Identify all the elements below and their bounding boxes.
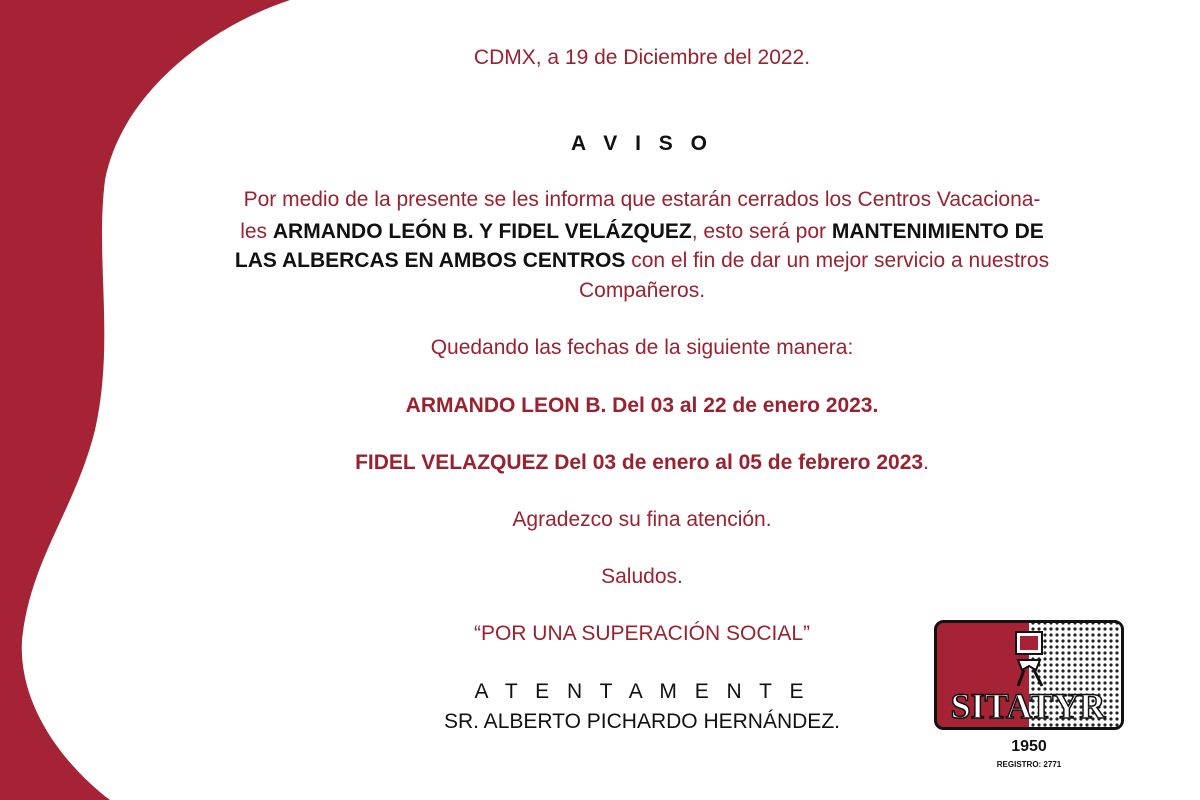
logo-year: 1950	[1011, 738, 1047, 755]
notice-title: A V I S O	[571, 132, 713, 155]
motto-text: “POR UNA SUPERACIÓN SOCIAL”	[473, 622, 811, 645]
paragraph-line-4: Compañeros.	[578, 279, 706, 302]
maintenance-reason-2: LAS ALBERCAS EN AMBOS CENTROS	[234, 249, 626, 272]
maintenance-reason-1: MANTENIMIENTO DE	[831, 220, 1044, 243]
signer-name: SR. ALBERTO PICHARDO HERNÁNDEZ.	[444, 710, 840, 733]
closure-date-fidel-velazquez: FIDEL VELAZQUEZ Del 03 de enero al 05 de febrero 2023	[355, 451, 924, 474]
centers-names: ARMANDO LEÓN B. Y FIDEL VELÁZQUEZ	[272, 220, 692, 243]
document-date: CDMX, a 19 de Diciembre del 2022.	[473, 46, 811, 69]
logo-registration: REGISTRO: 2771	[996, 760, 1062, 769]
logo-wordmark: SITATYR	[950, 686, 1106, 726]
closure-date-armando-leon: ARMANDO LEON B. Del 03 al 22 de enero 2023.	[405, 394, 879, 417]
paragraph-line-3: LAS ALBERCAS EN AMBOS CENTROS con el fin de dar un mejor servicio a nuestros	[234, 249, 1050, 272]
paragraph-line-1: Por medio de la presente se les informa que estarán cerrados los Centros Vacaciona-	[243, 188, 1041, 211]
dates-intro: Quedando las fechas de la siguiente manera:	[430, 336, 854, 359]
closing-text: A T E N T A M E N T E	[474, 680, 810, 703]
sitatyr-logo	[934, 620, 1124, 730]
greeting-text: Saludos.	[601, 565, 683, 588]
paragraph-line-2: les ARMANDO LEÓN B. Y FIDEL VELÁZQUEZ, esto será por MANTENIMIENTO DE	[240, 220, 1044, 243]
closure-date-fidel-velazquez-line: FIDEL VELAZQUEZ Del 03 de enero al 05 de febrero 2023.	[355, 451, 929, 474]
thanks-text: Agradezco su fina atención.	[512, 508, 772, 531]
